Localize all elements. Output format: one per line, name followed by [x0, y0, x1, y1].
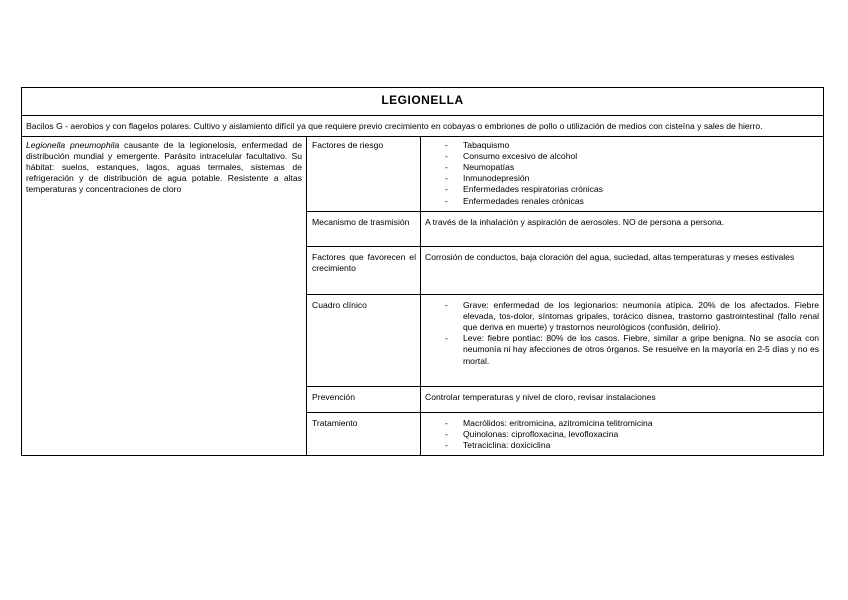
species-description-cell — [22, 136, 307, 456]
prevention-label: Prevención — [307, 386, 421, 412]
table-title: LEGIONELLA — [22, 88, 824, 116]
clinical-label: Cuadro clínico — [307, 294, 421, 386]
list-item: - Inmunodepresión — [463, 173, 819, 184]
list-item: - Tetraciclina: doxiciclina — [463, 440, 819, 451]
list-item: - Macrólidos: eritromicina, azitromicina telitromicina — [463, 418, 819, 429]
transmission-value: A través de la inhalación y aspiración de aerosoles. NO de persona a persona. — [421, 211, 824, 246]
treatment-label: Tratamiento — [307, 412, 421, 456]
row-risk — [22, 136, 824, 211]
species-name: Legionella pneumophila — [26, 139, 120, 150]
growth-label: Factores que favorecen el crecimiento — [307, 246, 421, 294]
list-item: - Tabaquismo — [463, 140, 819, 151]
treatment-list — [425, 418, 819, 452]
list-item: - Neumopatías — [463, 162, 819, 173]
legionella-table — [21, 87, 824, 456]
list-item: - Enfermedades renales crónicas — [463, 196, 819, 207]
title-row — [22, 88, 824, 116]
list-item: - Enfermedades respiratorias crónicas — [463, 184, 819, 195]
list-item: - Grave: enfermedad de los legionarios: neumonía atípica. 20% de los afectados. Fiebre elevada, tos-dolor, síntomas gripales, torácico disnea, trastorno gastrointestinal (fallo renal que deriva en muerte) y trastornos neurológicos (confusión, delirio). — [463, 300, 819, 334]
growth-value: Corrosión de conductos, baja cloración del agua, suciedad, altas temperaturas y meses estivales — [421, 246, 824, 294]
list-item: - Quinolonas: ciprofloxacina, levofloxacina — [463, 429, 819, 440]
risk-label: Factores de riesgo — [307, 136, 421, 211]
list-item: - Leve: fiebre pontiac: 80% de los casos. Fiebre, similar a gripe benigna. No se asocia con neumonía ni hay afecciones de otros órganos. Se resuelve en la mayoría en 2-5 días y no es mortal. — [463, 333, 819, 367]
species-description: causante de la legionelosis, enfermedad de distribución mundial y emergente. Parásito intracelular facultativo. Su hábitat: suelos, estanques, lagos, aguas termales, sistemas de refrigeración y de distribución de agua potable. Resistente a altas temperaturas y concentraciones de cloro — [26, 139, 302, 195]
transmission-label: Mecanismo de trasmisión — [307, 211, 421, 246]
intro-row — [22, 115, 824, 136]
risk-list — [425, 140, 819, 207]
risk-content — [421, 136, 824, 211]
clinical-content — [421, 294, 824, 386]
list-item: - Consumo excesivo de alcohol — [463, 151, 819, 162]
treatment-content — [421, 412, 824, 456]
clinical-list — [425, 300, 819, 367]
intro-text: Bacilos G - aerobios y con flagelos polares. Cultivo y aislamiento difícil ya que requiere previo crecimiento en cobayas o embriones de pollo o utilización de medios con cisteína y sales de hierro. — [22, 115, 824, 136]
prevention-value: Controlar temperaturas y nivel de cloro, revisar instalaciones — [421, 386, 824, 412]
